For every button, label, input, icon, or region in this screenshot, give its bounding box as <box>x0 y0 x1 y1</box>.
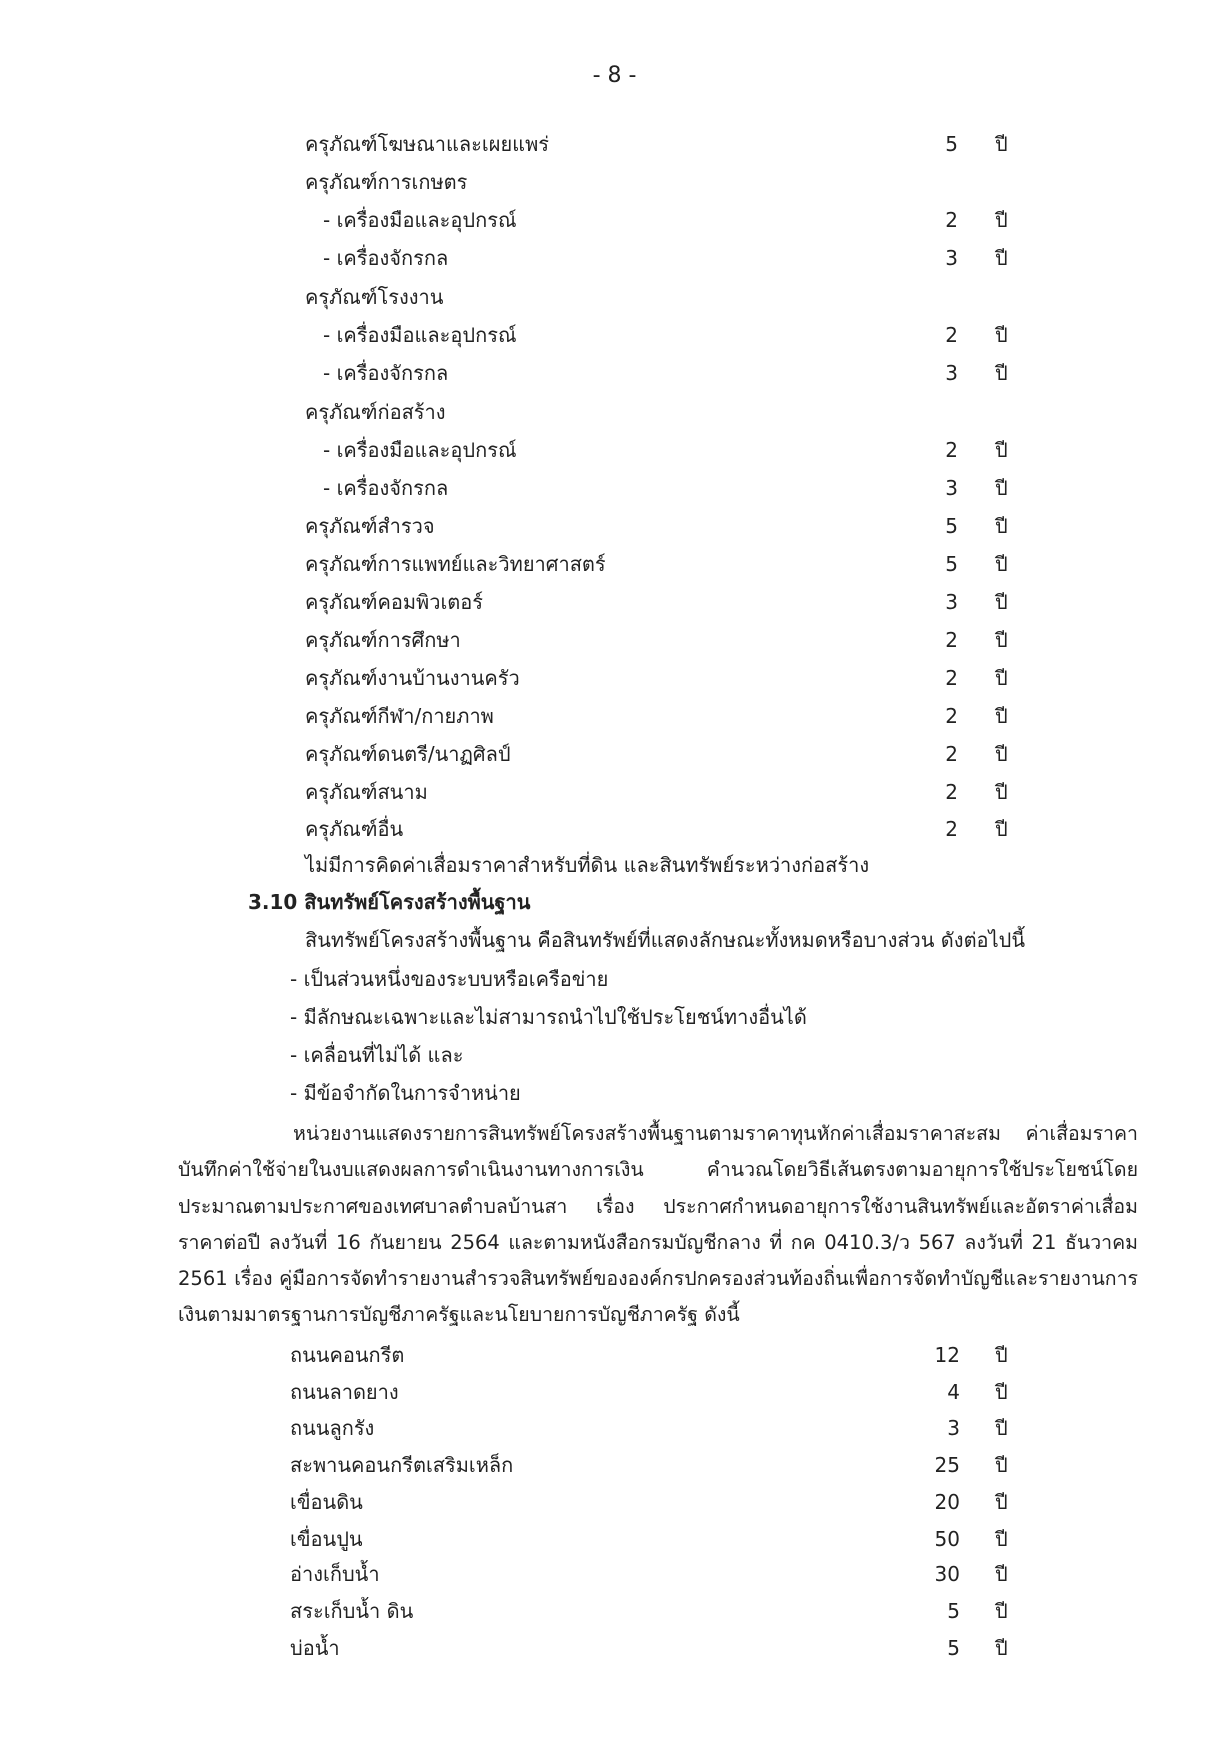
section-intro: สินทรัพย์โครงสร้างพื้นฐาน คือสินทรัพย์ที่แสดงลักษณะทั้งหมดหรือบางส่วน ดังต่อไปนี้ <box>305 928 1025 952</box>
item-unit: ปี <box>995 780 1008 804</box>
item-label: บ่อน้ำ <box>290 1636 340 1660</box>
list-item <box>305 547 1025 581</box>
item-unit: ปี <box>995 1636 1008 1660</box>
item-years: 4 <box>947 1380 960 1404</box>
item-unit: ปี <box>995 1453 1008 1477</box>
list-item <box>290 1375 1025 1409</box>
item-years: 25 <box>934 1453 960 1477</box>
item-years: 5 <box>945 132 958 156</box>
list-item <box>290 1522 1025 1556</box>
item-label: ครุภัณฑ์การแพทย์และวิทยาศาสตร์ <box>305 552 606 576</box>
item-years: 2 <box>945 704 958 728</box>
item-years: 3 <box>945 246 958 270</box>
item-unit: ปี <box>995 476 1008 500</box>
bullet-item: - มีข้อจำกัดในการจำหน่าย <box>290 1081 521 1105</box>
list-item <box>305 737 1025 771</box>
list-item <box>305 433 1025 467</box>
list-item <box>290 1631 1025 1665</box>
item-unit: ปี <box>995 361 1008 385</box>
list-item <box>290 1338 1025 1372</box>
item-label: ถนนลาดยาง <box>290 1380 399 1404</box>
list-item <box>305 471 1025 505</box>
item-unit: ปี <box>995 1416 1008 1440</box>
item-years: 5 <box>945 552 958 576</box>
item-label: - เครื่องมือและอุปกรณ์ <box>323 208 517 232</box>
item-unit: ปี <box>995 590 1008 614</box>
item-label: ครุภัณฑ์โรงงาน <box>305 285 444 309</box>
list-item <box>305 318 1025 352</box>
list-item <box>305 775 1025 809</box>
item-years: 20 <box>934 1490 960 1514</box>
item-label: ครุภัณฑ์กีฬา/กายภาพ <box>305 704 494 728</box>
item-years: 12 <box>934 1343 960 1367</box>
item-label: ครุภัณฑ์การศึกษา <box>305 628 461 652</box>
list-item <box>305 127 1025 161</box>
list-item <box>290 1411 1025 1445</box>
list-item <box>305 585 1025 619</box>
item-label: ครุภัณฑ์งานบ้านงานครัว <box>305 666 520 690</box>
item-unit: ปี <box>995 208 1008 232</box>
bullet-item: - มีลักษณะเฉพาะและไม่สามารถนำไปใช้ประโยชน์ทางอื่นได้ <box>290 1005 807 1029</box>
item-label: - เครื่องจักรกล <box>323 246 449 270</box>
item-unit: ปี <box>995 552 1008 576</box>
list-item <box>290 1557 1025 1591</box>
list-item <box>305 699 1025 733</box>
bullet-item: - เคลื่อนที่ไม่ได้ และ <box>290 1043 464 1067</box>
item-label: ครุภัณฑ์คอมพิวเตอร์ <box>305 590 484 614</box>
item-unit: ปี <box>995 1343 1008 1367</box>
item-label: อ่างเก็บน้ำ <box>290 1562 380 1586</box>
bullet-item: - เป็นส่วนหนึ่งของระบบหรือเครือข่าย <box>290 967 609 991</box>
list-item <box>305 203 1025 237</box>
item-years: 2 <box>945 438 958 462</box>
item-unit: ปี <box>995 323 1008 347</box>
list-item <box>305 280 1025 314</box>
list-item <box>305 661 1025 695</box>
item-years: 5 <box>947 1636 960 1660</box>
item-years: 5 <box>945 514 958 538</box>
item-unit: ปี <box>995 666 1008 690</box>
item-unit: ปี <box>995 1380 1008 1404</box>
item-label: สะพานคอนกรีตเสริมเหล็ก <box>290 1453 514 1477</box>
item-label: สระเก็บน้ำ ดิน <box>290 1599 414 1623</box>
item-label: ถนนคอนกรีต <box>290 1343 405 1367</box>
item-years: 3 <box>947 1416 960 1440</box>
item-label: ครุภัณฑ์การเกษตร <box>305 170 468 194</box>
item-unit: ปี <box>995 628 1008 652</box>
item-unit: ปี <box>995 704 1008 728</box>
list-item <box>305 165 1025 199</box>
item-label: ถนนลูกรัง <box>290 1416 375 1440</box>
item-unit: ปี <box>995 246 1008 270</box>
item-unit: ปี <box>995 514 1008 538</box>
item-years: 30 <box>934 1562 960 1586</box>
item-years: 5 <box>947 1599 960 1623</box>
section-heading: 3.10 สินทรัพย์โครงสร้างพื้นฐาน <box>248 890 531 914</box>
item-years: 3 <box>945 361 958 385</box>
no-depreciation-note: ไม่มีการคิดค่าเสื่อมราคาสำหรับที่ดิน และสินทรัพย์ระหว่างก่อสร้าง <box>305 853 870 877</box>
item-unit: ปี <box>995 132 1008 156</box>
item-unit: ปี <box>995 742 1008 766</box>
list-item <box>305 509 1025 543</box>
item-unit: ปี <box>995 1562 1008 1586</box>
list-item <box>290 1448 1025 1482</box>
list-item <box>305 241 1025 275</box>
item-years: 3 <box>945 476 958 500</box>
item-years: 2 <box>945 817 958 841</box>
list-item <box>305 356 1025 390</box>
list-item <box>290 1594 1025 1628</box>
item-label: ครุภัณฑ์ก่อสร้าง <box>305 400 446 424</box>
item-unit: ปี <box>995 1599 1008 1623</box>
list-item <box>305 812 1025 846</box>
item-label: ครุภัณฑ์สำรวจ <box>305 514 435 538</box>
item-unit: ปี <box>995 438 1008 462</box>
item-label: ครุภัณฑ์ดนตรี/นาฏศิลป์ <box>305 742 511 766</box>
item-unit: ปี <box>995 1527 1008 1551</box>
item-years: 50 <box>934 1527 960 1551</box>
item-label: เขื่อนปูน <box>290 1527 363 1551</box>
item-label: - เครื่องจักรกล <box>323 476 449 500</box>
item-years: 2 <box>945 666 958 690</box>
item-label: ครุภัณฑ์สนาม <box>305 780 428 804</box>
list-item <box>305 395 1025 429</box>
item-years: 2 <box>945 742 958 766</box>
item-label: ครุภัณฑ์โฆษณาและเผยแพร่ <box>305 132 549 156</box>
body-paragraph: หน่วยงานแสดงรายการสินทรัพย์โครงสร้างพื้นฐานตามราคาทุนหักค่าเสื่อมราคาสะสม ค่าเสื่อมราคาบันทึกค่าใช้จ่ายในงบแสดงผลการดำเนินงานทางการเงิน คำนวณโดยวิธีเส้นตรงตามอายุการใช้ประโยชน์โดยประมาณตามประกาศของเทศบาลตำบลบ้านสา เรื่อง ประกาศกำหนดอายุการใช้งานสินทรัพย์และอัตราค่าเสื่อมราคาต่อปี ลงวันที่ 16 กันยายน 2564 และตามหนังสือกรมบัญชีกลาง ที่ กค 0410.3/ว 567 ลงวันที่ 21 ธันวาคม 2561 เรื่อง คู่มือการจัดทำรายงานสำรวจสินทรัพย์ขององค์กรปกครองส่วนท้องถิ่นเพื่อการจัดทำบัญชีและรายงานการเงินตามมาตรฐานการบัญชีภาครัฐและนโยบายการบัญชีภาครัฐ ดังนี้ <box>178 1122 1138 1327</box>
item-label: เขื่อนดิน <box>290 1490 363 1514</box>
page-number: - 8 - <box>592 63 637 88</box>
list-item <box>305 623 1025 657</box>
item-years: 2 <box>945 780 958 804</box>
item-label: ครุภัณฑ์อื่น <box>305 817 404 841</box>
item-label: - เครื่องจักรกล <box>323 361 449 385</box>
item-label: - เครื่องมือและอุปกรณ์ <box>323 323 517 347</box>
item-label: - เครื่องมือและอุปกรณ์ <box>323 438 517 462</box>
item-years: 2 <box>945 208 958 232</box>
list-item <box>290 1485 1025 1519</box>
item-unit: ปี <box>995 1490 1008 1514</box>
item-years: 3 <box>945 590 958 614</box>
item-unit: ปี <box>995 817 1008 841</box>
item-years: 2 <box>945 628 958 652</box>
item-years: 2 <box>945 323 958 347</box>
